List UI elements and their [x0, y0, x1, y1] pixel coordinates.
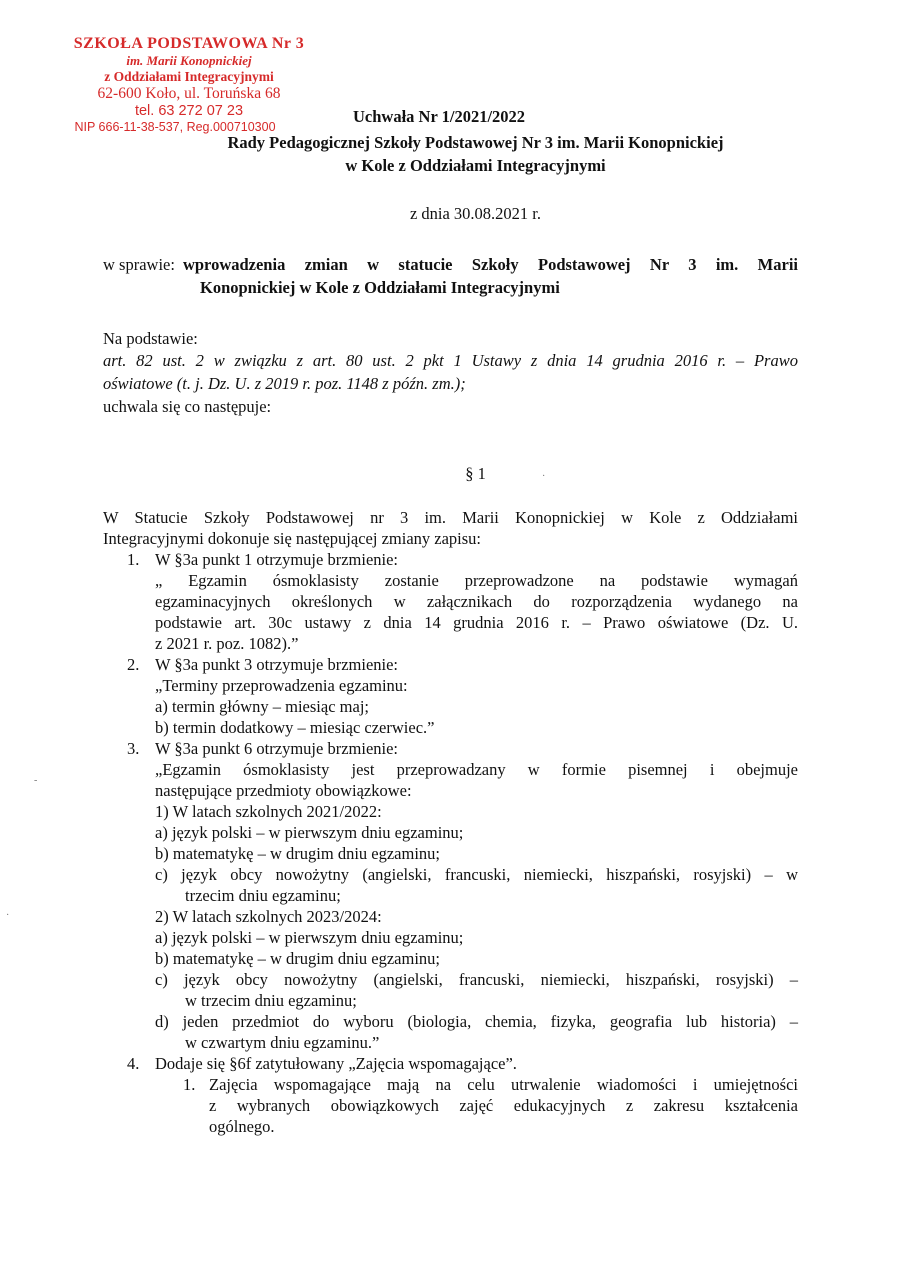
- item-number: 1.: [127, 550, 140, 569]
- stamp-line: tel. 63 272 07 23: [134, 103, 244, 119]
- scan-speck: ·: [542, 471, 546, 482]
- item-heading: Dodaje się §6f zatytułowany „Zajęcia wspomagające”.: [155, 1054, 517, 1073]
- sub-point-2: 2) W latach szkolnych 2023/2024:: [155, 907, 382, 926]
- resolution-subtitle-1: Rady Pedagogicznej Szkoły Podstawowej Nr 3 im. Marii Konopnickiej: [227, 133, 724, 152]
- section-body: [103, 507, 798, 1137]
- sub-item-a: a) język polski – w pierwszym dniu egzaminu;: [155, 928, 464, 947]
- quote-line: „Terminy przeprowadzenia egzaminu:: [155, 676, 408, 695]
- sub-item-b: b) matematykę – w drugim dniu egzaminu;: [155, 844, 441, 863]
- scan-speck: ·: [6, 910, 10, 921]
- quote-line: z 2021 r. poz. 1082).”: [155, 634, 299, 653]
- basis-line-2: oświatowe (t. j. Dz. U. z 2019 r. poz. 1148 z późn. zm.);: [103, 374, 466, 393]
- sub-item-c-cont: w trzecim dniu egzaminu;: [185, 991, 357, 1010]
- subject-line-1: [103, 254, 798, 275]
- list-item-4: [103, 1053, 798, 1074]
- sub-item-c-cont: trzecim dniu egzaminu;: [185, 886, 341, 905]
- body-intro-1: W Statucie Szkoły Podstawowej nr 3 im. Marii Konopnickiej w Kole z Oddziałami: [103, 508, 798, 527]
- sub-item-b: b) termin dodatkowy – miesiąc czerwiec.”: [155, 718, 435, 737]
- sub-paragraph-line: ogólnego.: [209, 1117, 275, 1136]
- quote-line: następujące przedmioty obowiązkowe:: [155, 781, 412, 800]
- sub-paragraph-line: z wybranych obowiązkowych zajęć edukacyjnych z zakresu kształcenia: [209, 1096, 798, 1115]
- sub-item-a: a) termin główny – miesiąc maj;: [155, 697, 369, 716]
- subject-text-2: Konopnickiej w Kole z Oddziałami Integracyjnymi: [200, 278, 560, 297]
- sub-item-d: d) jeden przedmiot do wyboru (biologia, chemia, fizyka, geografia lub historia) –: [155, 1012, 798, 1031]
- item-number: 3.: [127, 739, 140, 758]
- item-heading: W §3a punkt 1 otrzymuje brzmienie:: [155, 550, 399, 569]
- quote-line: „Egzamin ósmoklasisty jest przeprowadzany w formie pisemnej i obejmuje: [155, 760, 798, 779]
- stamp-line: im. Marii Konopnickiej: [126, 53, 252, 68]
- basis-intro: Na podstawie:: [103, 329, 198, 348]
- stamp-line: 62-600 Koło, ul. Toruńska 68: [97, 85, 281, 102]
- sub-item-c: c) język obcy nowożytny (angielski, francuski, niemiecki, hiszpański, rosyjski) – w: [155, 865, 798, 884]
- resolution-title: Uchwała Nr 1/2021/2022: [353, 107, 526, 126]
- scan-speck: -: [34, 775, 38, 786]
- item-heading: W §3a punkt 3 otrzymuje brzmienie:: [155, 655, 399, 674]
- school-stamp: [54, 34, 324, 135]
- list-item-2: [103, 654, 798, 675]
- list-item-1: [103, 549, 798, 570]
- stamp-line: z Oddziałami Integracyjnymi: [104, 69, 274, 84]
- quote-line: egzaminacyjnych określonych w załącznikach do rozporządzenia wydanego na: [155, 592, 798, 611]
- sub-paragraph-line: Zajęcia wspomagające mają na celu utrwalenie wiadomości i umiejętności: [209, 1075, 798, 1094]
- sub-item-b: b) matematykę – w drugim dniu egzaminu;: [155, 949, 441, 968]
- list-item-3: [103, 738, 798, 759]
- resolution-subtitle-2: w Kole z Oddziałami Integracyjnymi: [345, 156, 606, 175]
- item-heading: W §3a punkt 6 otrzymuje brzmienie:: [155, 739, 399, 758]
- stamp-line: SZKOŁA PODSTAWOWA Nr 3: [73, 35, 305, 52]
- item-number: 2.: [127, 655, 140, 674]
- item-number: 4.: [127, 1054, 140, 1073]
- subject-prefix: w sprawie:: [103, 255, 175, 274]
- stamp-line: NIP 666-11-38-537, Reg.000710300: [74, 120, 276, 134]
- sub-paragraph-number: 1.: [183, 1075, 196, 1094]
- resolves-text: uchwala się co następuje:: [103, 397, 272, 416]
- sub-item-d-cont: w czwartym dniu egzaminu.”: [185, 1033, 380, 1052]
- sub-item-a: a) język polski – w pierwszym dniu egzaminu;: [155, 823, 464, 842]
- quote-line: podstawie art. 30c ustawy z dnia 14 grudnia 2016 r. – Prawo oświatowe (Dz. U.: [155, 613, 798, 632]
- sub-point-1: 1) W latach szkolnych 2021/2022:: [155, 802, 382, 821]
- basis-line-1: art. 82 ust. 2 w związku z art. 80 ust. 2 pkt 1 Ustawy z dnia 14 grudnia 2016 r. – Prawo: [103, 351, 798, 370]
- resolution-date: z dnia 30.08.2021 r.: [409, 204, 542, 223]
- sub-paragraph-1: [183, 1074, 798, 1137]
- section-number: § 1: [465, 464, 486, 483]
- quote-line: „ Egzamin ósmoklasisty zostanie przeprowadzone na podstawie wymagań: [155, 571, 798, 590]
- subject-text-1: wprowadzenia zmian w statucie Szkoły Podstawowej Nr 3 im. Marii: [182, 255, 798, 274]
- body-intro-2: Integracyjnymi dokonuje się następującej zmiany zapisu:: [103, 529, 482, 548]
- sub-item-c: c) język obcy nowożytny (angielski, francuski, niemiecki, hiszpański, rosyjski) –: [155, 970, 798, 989]
